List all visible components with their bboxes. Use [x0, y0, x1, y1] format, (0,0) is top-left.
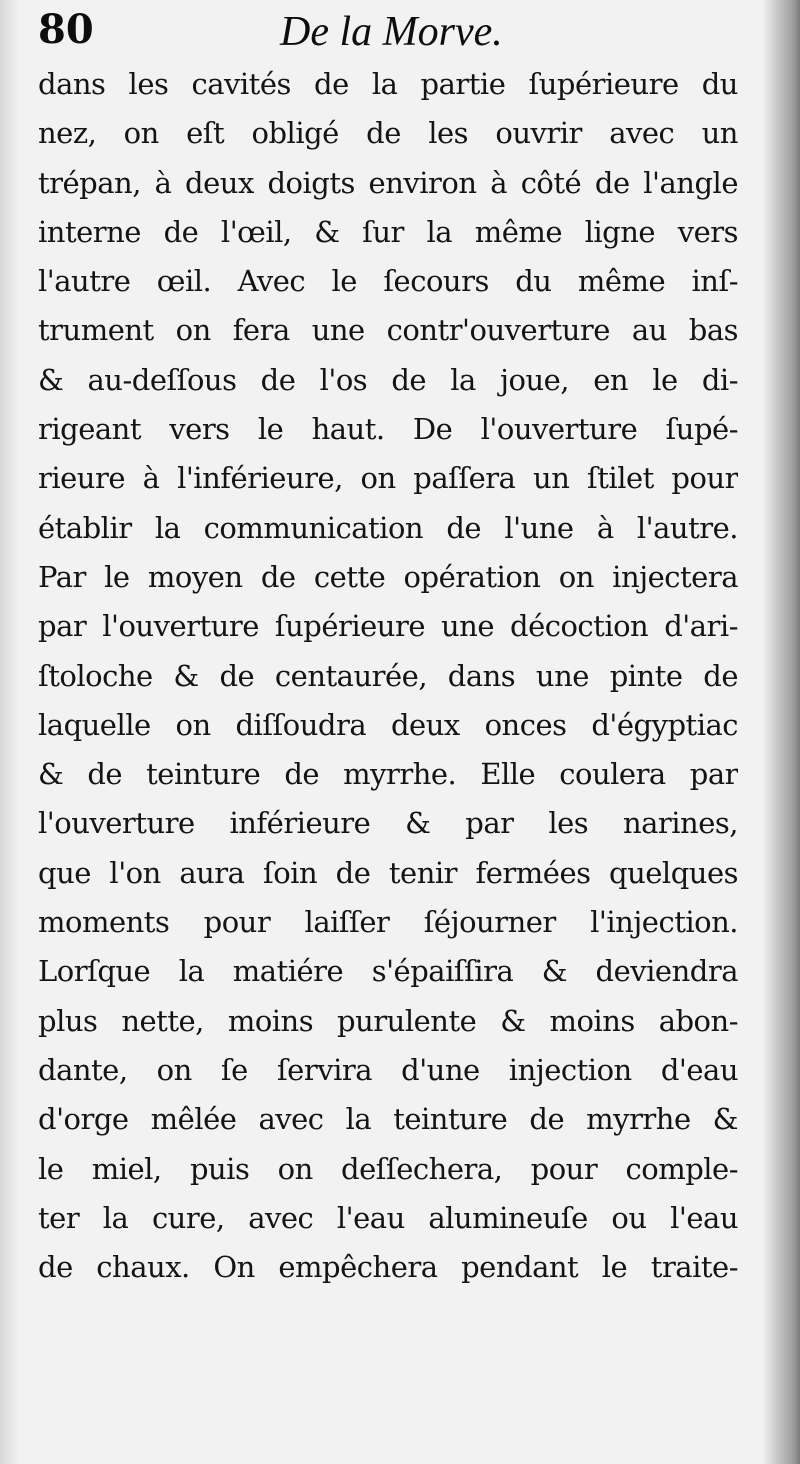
text-line: plus nette, moins purulente & moins abon-: [38, 1003, 738, 1038]
text-line: interne de l'œil, & ſur la même ligne vers: [38, 214, 738, 249]
text-line: d'orge mêlée avec la teinture de myrrhe &: [38, 1102, 738, 1137]
text-line: l'autre œil. Avec le ſecours du même inſ-: [38, 264, 738, 299]
text-line: le miel, puis on deſſechera, pour comple-: [38, 1151, 738, 1186]
page-number: 80: [38, 6, 94, 53]
text-line: l'ouverture inférieure & par les narines,: [38, 806, 738, 841]
text-line: rigeant vers le haut. De l'ouverture ſupé-: [38, 412, 738, 447]
text-line: trument on fera une contr'ouverture au bas: [38, 313, 738, 348]
page-edge-left: [0, 0, 20, 1464]
text-line: moments pour laiſſer ſéjourner l'injection.: [38, 905, 738, 940]
running-head: De la Morve.: [280, 9, 503, 55]
text-line: nez, on eſt obligé de les ouvrir avec un: [38, 116, 738, 151]
text-line: ſtoloche & de centaurée, dans une pinte de: [38, 658, 738, 693]
text-line: de chaux. On empêchera pendant le traite-: [38, 1250, 738, 1285]
text-line: ter la cure, avec l'eau alumineuſe ou l'eau: [38, 1200, 738, 1235]
text-line: dante, on ſe ſervira d'une injection d'eau: [38, 1052, 738, 1087]
text-line: Par le moyen de cette opération on injectera: [38, 559, 738, 594]
body-text: [38, 60, 738, 1292]
text-line: établir la communication de l'une à l'autre.: [38, 510, 738, 545]
text-line: rieure à l'inférieure, on paſſera un ſtilet pour: [38, 461, 738, 496]
text-line: que l'on aura ſoin de tenir fermées quelques: [38, 855, 738, 890]
text-line: par l'ouverture ſupérieure une décoction d'ari-: [38, 609, 738, 644]
text-line: & au-deſſous de l'os de la joue, en le di-: [38, 362, 738, 397]
text-line: & de teinture de myrrhe. Elle coulera par: [38, 757, 738, 792]
page-gutter-shadow: [762, 0, 800, 1464]
page-header: [0, 0, 800, 62]
text-line: trépan, à deux doigts environ à côté de l'angle: [38, 165, 738, 200]
text-line: laquelle on diſſoudra deux onces d'égyptiac: [38, 707, 738, 742]
text-line: dans les cavités de la partie ſupérieure du: [38, 67, 738, 101]
text-line: Lorſque la matiére s'épaiſſira & deviendra: [38, 954, 738, 989]
